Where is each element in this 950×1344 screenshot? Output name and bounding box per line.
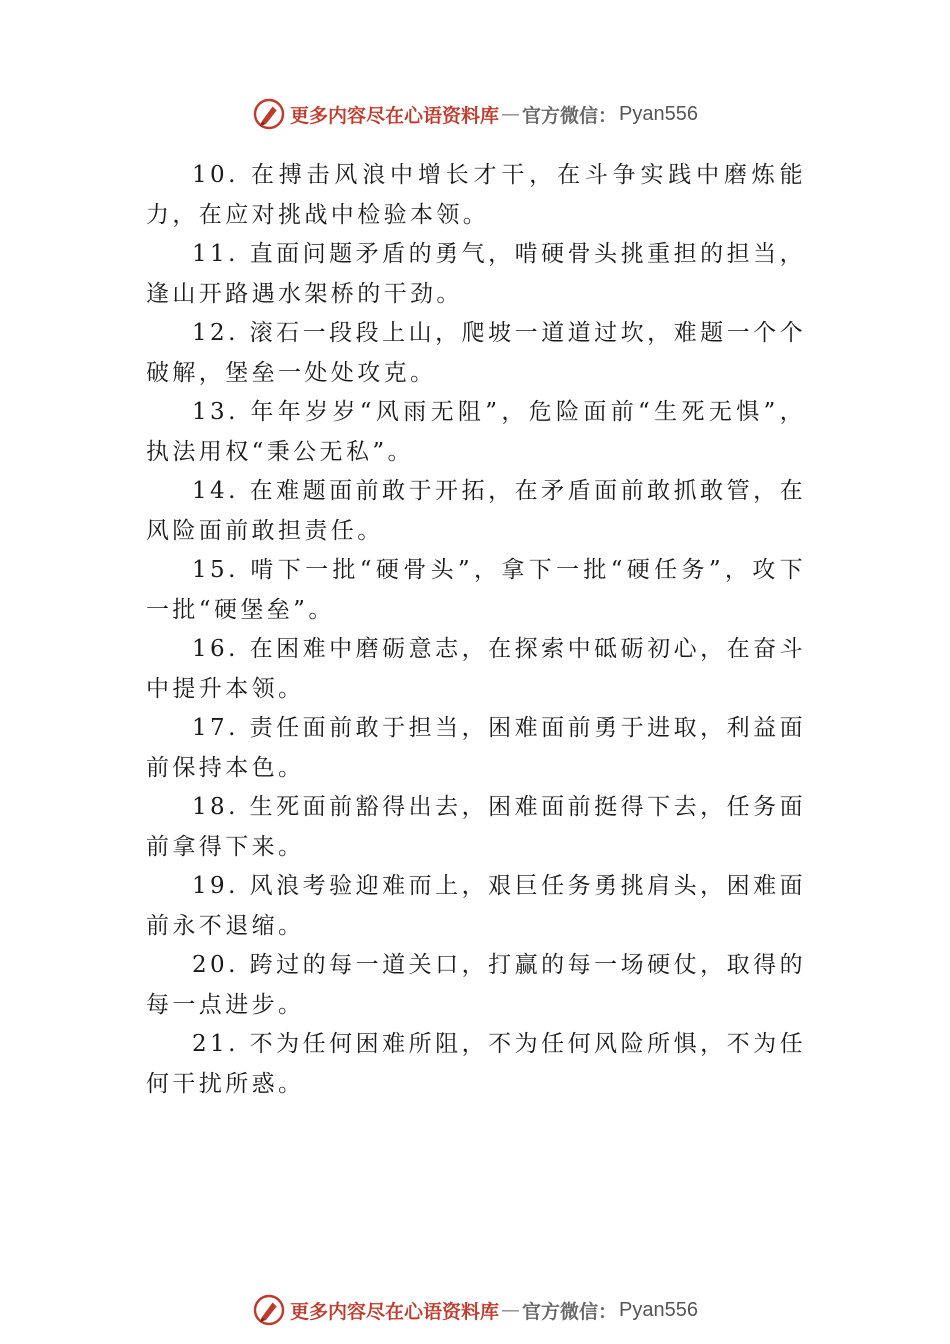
- footer-wechat-id: Pyan556: [619, 1298, 698, 1321]
- document-body: [146, 156, 806, 1104]
- footer-wechat-label: 官方微信：: [522, 1300, 618, 1323]
- paragraph-16: 16. 在困难中磨砺意志，在探索中砥砺初心，在奋斗中提升本领。: [146, 636, 806, 702]
- paragraph-19: 19. 风浪考验迎难而上，艰巨任务勇挑肩头，困难面前永不退缩。: [146, 873, 806, 939]
- paragraph-11: 11. 直面问题矛盾的勇气，啃硬骨头挑重担的担当，逢山开路遇水架桥的干劲。: [146, 241, 806, 307]
- footer-banner: [0, 1290, 950, 1330]
- paragraph-13: 13. 年年岁岁“风雨无阻”，危险面前“生死无惧”，执法用权“秉公无私”。: [146, 399, 806, 465]
- paragraph-14: 14. 在难题面前敢于开拓，在矛盾面前敢抓敢管，在风险面前敢担责任。: [146, 478, 806, 544]
- paragraph-17: 17. 责任面前敢于担当，困难面前勇于进取，利益面前保持本色。: [146, 715, 806, 781]
- footer-dash: —: [501, 1299, 521, 1321]
- header-brand-text: 更多内容尽在心语资料库: [290, 104, 500, 127]
- paragraph-10: 10. 在搏击风浪中增长才干，在斗争实践中磨炼能力，在应对挑战中检验本领。: [146, 162, 806, 228]
- pen-nib-logo-icon: [252, 1293, 286, 1327]
- paragraph-21: 21. 不为任何困难所阻，不为任何风险所惧，不为任何干扰所惑。: [146, 1031, 806, 1097]
- header-banner: [0, 94, 950, 134]
- header-wechat-id: Pyan556: [619, 102, 698, 125]
- header-wechat-label: 官方微信：: [522, 104, 618, 127]
- paragraph-20: 20. 跨过的每一道关口，打赢的每一场硬仗，取得的每一点进步。: [146, 952, 806, 1018]
- footer-brand-text: 更多内容尽在心语资料库: [290, 1300, 500, 1323]
- paragraph-15: 15. 啃下一批“硬骨头”，拿下一批“硬任务”，攻下一批“硬堡垒”。: [146, 557, 806, 623]
- pen-nib-logo-icon: [252, 97, 286, 131]
- header-dash: —: [501, 103, 521, 125]
- paragraph-12: 12. 滚石一段段上山，爬坡一道道过坎，难题一个个破解，堡垒一处处攻克。: [146, 320, 806, 386]
- paragraph-18: 18. 生死面前豁得出去，困难面前挺得下去，任务面前拿得下来。: [146, 794, 806, 860]
